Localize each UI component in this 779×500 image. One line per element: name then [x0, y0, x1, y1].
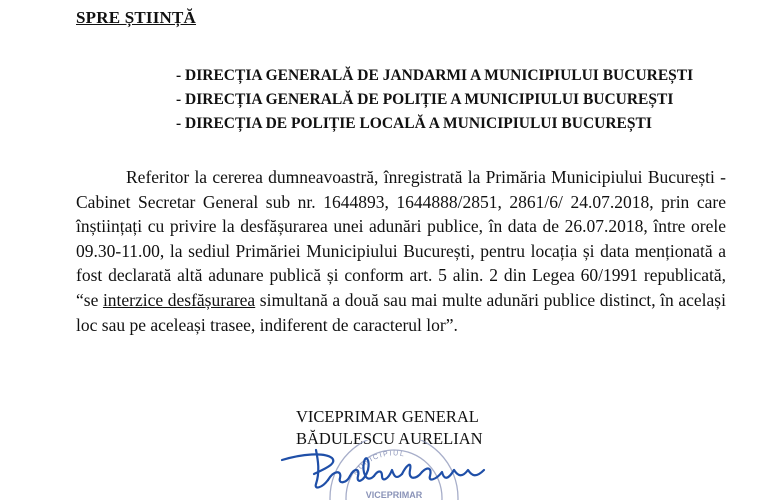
- signatory-name: BĂDULESCU AURELIAN: [296, 429, 483, 448]
- body-text-part2: simultană a două sau mai multe adunări publice distinct, în același loc sau pe aceleași trasee, indiferent de caracterul lor”.: [76, 289, 726, 335]
- stamp-text: VICEPRIMAR: [365, 490, 423, 500]
- stamp-arc-text: MUNICIPIUL: [352, 450, 406, 477]
- recipient-item: - DIRECȚIA GENERALĂ DE JANDARMI A MUNICIPIULUI BUCUREȘTI: [176, 67, 694, 84]
- recipient-item: - DIRECȚIA GENERALĂ DE POLIȚIE A MUNICIPIULUI BUCUREȘTI: [176, 91, 674, 108]
- signature-stamp-graphic: [262, 440, 522, 500]
- body-text-part1: Referitor la cererea dumneavoastră, înregistrată la Primăria Municipiului București - Cabinet Secretar General sub nr. 1644893, 1644888/2851, 2861/6/ 24.07.2018, prin care înștiințați cu privire la desfășurarea unei adunări publice, în data de 26.07.2018, între orele 09.30-11.00, la sediul Primăriei Municipiului București, pentru locația și data menționată a fost declarată altă adunare publică și conform art. 5 alin. 2 din Legea 60/1991 republicată, “se: [76, 167, 726, 310]
- recipient-list: [176, 64, 693, 136]
- signatory-title: VICEPRIMAR GENERAL: [296, 407, 479, 426]
- body-paragraph: [76, 165, 726, 337]
- heading: SPRE ȘTIINȚĂ: [76, 8, 197, 27]
- body-underlined-phrase: interzice desfășurarea: [102, 289, 256, 310]
- recipient-item: - DIRECȚIA DE POLIȚIE LOCALĂ A MUNICIPIULUI BUCUREȘTI: [176, 115, 652, 132]
